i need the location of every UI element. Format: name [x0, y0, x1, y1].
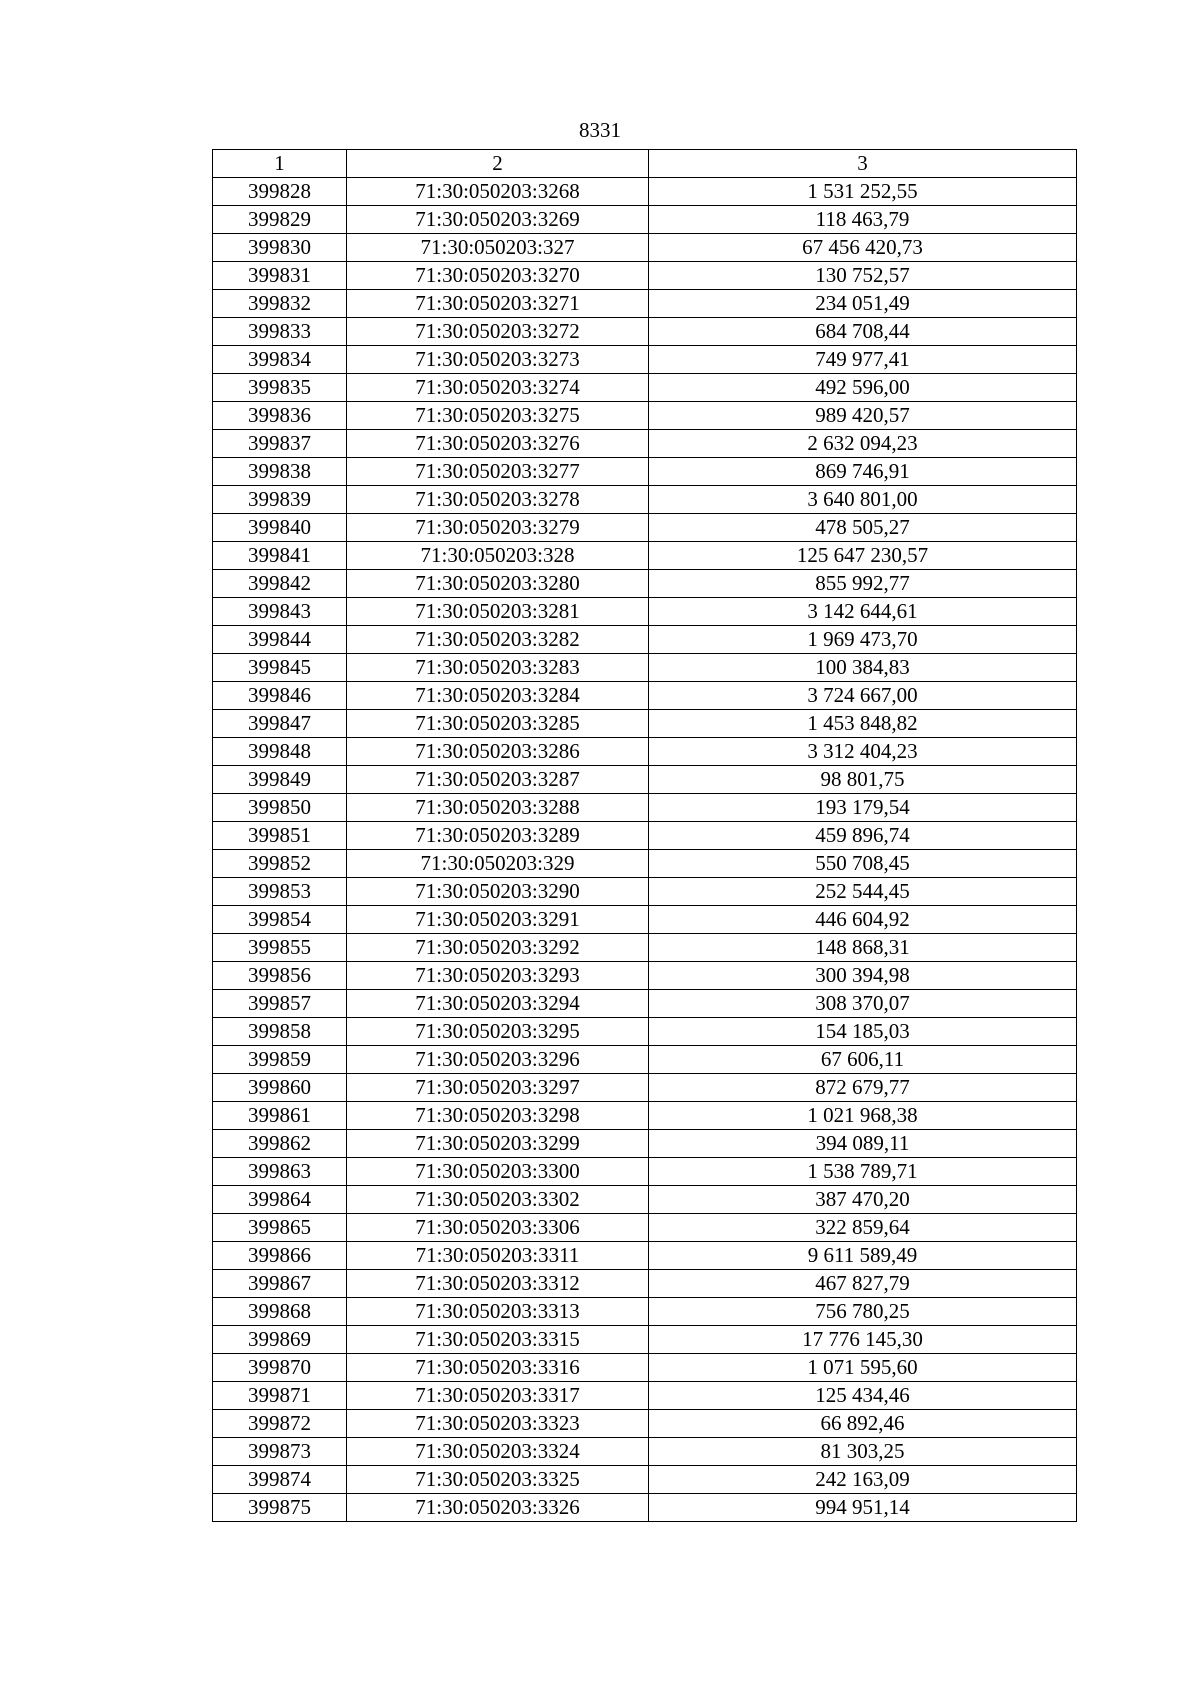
- cadastral-number-cell: 71:30:050203:3280: [347, 570, 649, 598]
- table-row: [213, 234, 1077, 262]
- cadastral-number-cell: 71:30:050203:3288: [347, 794, 649, 822]
- table-row: [213, 206, 1077, 234]
- cadastral-number-cell: 71:30:050203:3274: [347, 374, 649, 402]
- column-header-1: 1: [213, 150, 347, 178]
- cadastral-number-cell: 71:30:050203:3323: [347, 1410, 649, 1438]
- row-number-cell: 399847: [213, 710, 347, 738]
- row-number-cell: 399871: [213, 1382, 347, 1410]
- cadastral-value-cell: 478 505,27: [649, 514, 1077, 542]
- cadastral-number-cell: 71:30:050203:3282: [347, 626, 649, 654]
- cadastral-value-cell: 459 896,74: [649, 822, 1077, 850]
- cadastral-value-cell: 1 538 789,71: [649, 1158, 1077, 1186]
- row-number-cell: 399853: [213, 878, 347, 906]
- table-row: [213, 318, 1077, 346]
- cadastral-value-cell: 81 303,25: [649, 1438, 1077, 1466]
- table-row: [213, 486, 1077, 514]
- cadastral-value-cell: 17 776 145,30: [649, 1326, 1077, 1354]
- page-number: 8331: [579, 118, 621, 142]
- row-number-cell: 399849: [213, 766, 347, 794]
- table-row: [213, 598, 1077, 626]
- table-row: [213, 1326, 1077, 1354]
- cadastral-number-cell: 71:30:050203:3293: [347, 962, 649, 990]
- table-row: [213, 430, 1077, 458]
- table-row: [213, 822, 1077, 850]
- cadastral-number-cell: 71:30:050203:3291: [347, 906, 649, 934]
- table-row: [213, 738, 1077, 766]
- cadastral-value-cell: 242 163,09: [649, 1466, 1077, 1494]
- cadastral-value-cell: 130 752,57: [649, 262, 1077, 290]
- row-number-cell: 399835: [213, 374, 347, 402]
- table-row: [213, 290, 1077, 318]
- row-number-cell: 399846: [213, 682, 347, 710]
- cadastral-value-cell: 3 640 801,00: [649, 486, 1077, 514]
- row-number-cell: 399860: [213, 1074, 347, 1102]
- table-row: [213, 1382, 1077, 1410]
- cadastral-number-cell: 71:30:050203:3285: [347, 710, 649, 738]
- row-number-cell: 399832: [213, 290, 347, 318]
- cadastral-number-cell: 71:30:050203:3277: [347, 458, 649, 486]
- table-row: [213, 1102, 1077, 1130]
- table-row: [213, 934, 1077, 962]
- row-number-cell: 399865: [213, 1214, 347, 1242]
- cadastral-value-cell: 148 868,31: [649, 934, 1077, 962]
- row-number-cell: 399830: [213, 234, 347, 262]
- table-row: [213, 570, 1077, 598]
- cadastral-value-cell: 446 604,92: [649, 906, 1077, 934]
- table-row: [213, 906, 1077, 934]
- row-number-cell: 399833: [213, 318, 347, 346]
- cadastral-value-cell: 550 708,45: [649, 850, 1077, 878]
- row-number-cell: 399840: [213, 514, 347, 542]
- table-row: [213, 682, 1077, 710]
- row-number-cell: 399852: [213, 850, 347, 878]
- table-row: [213, 374, 1077, 402]
- cadastral-number-cell: 71:30:050203:3284: [347, 682, 649, 710]
- cadastral-number-cell: 71:30:050203:3269: [347, 206, 649, 234]
- table-row: [213, 990, 1077, 1018]
- row-number-cell: 399874: [213, 1466, 347, 1494]
- cadastral-value-cell: 125 434,46: [649, 1382, 1077, 1410]
- table-row: [213, 878, 1077, 906]
- row-number-cell: 399836: [213, 402, 347, 430]
- cadastral-value-cell: 67 456 420,73: [649, 234, 1077, 262]
- cadastral-value-cell: 1 531 252,55: [649, 178, 1077, 206]
- cadastral-number-cell: 71:30:050203:3300: [347, 1158, 649, 1186]
- row-number-cell: 399863: [213, 1158, 347, 1186]
- row-number-cell: 399831: [213, 262, 347, 290]
- row-number-cell: 399867: [213, 1270, 347, 1298]
- cadastral-value-cell: 467 827,79: [649, 1270, 1077, 1298]
- cadastral-value-cell: 387 470,20: [649, 1186, 1077, 1214]
- cadastral-value-cell: 749 977,41: [649, 346, 1077, 374]
- row-number-cell: 399864: [213, 1186, 347, 1214]
- table-row: [213, 1130, 1077, 1158]
- table-row: [213, 1494, 1077, 1522]
- table-row: [213, 654, 1077, 682]
- cadastral-number-cell: 71:30:050203:3275: [347, 402, 649, 430]
- table-row: [213, 178, 1077, 206]
- cadastral-value-cell: 9 611 589,49: [649, 1242, 1077, 1270]
- cadastral-value-cell: 3 724 667,00: [649, 682, 1077, 710]
- table-header-row: [213, 150, 1077, 178]
- row-number-cell: 399857: [213, 990, 347, 1018]
- row-number-cell: 399873: [213, 1438, 347, 1466]
- cadastral-value-cell: 684 708,44: [649, 318, 1077, 346]
- cadastral-number-cell: 71:30:050203:3286: [347, 738, 649, 766]
- table-body: [213, 178, 1077, 1522]
- cadastral-value-cell: 2 632 094,23: [649, 430, 1077, 458]
- cadastral-value-cell: 308 370,07: [649, 990, 1077, 1018]
- row-number-cell: 399842: [213, 570, 347, 598]
- cadastral-number-cell: 71:30:050203:3311: [347, 1242, 649, 1270]
- cadastral-number-cell: 71:30:050203:3298: [347, 1102, 649, 1130]
- table-row: [213, 346, 1077, 374]
- cadastral-number-cell: 71:30:050203:3287: [347, 766, 649, 794]
- row-number-cell: 399828: [213, 178, 347, 206]
- row-number-cell: 399839: [213, 486, 347, 514]
- row-number-cell: 399875: [213, 1494, 347, 1522]
- row-number-cell: 399866: [213, 1242, 347, 1270]
- row-number-cell: 399861: [213, 1102, 347, 1130]
- cadastral-value-table: [212, 149, 1077, 1522]
- cadastral-number-cell: 71:30:050203:3313: [347, 1298, 649, 1326]
- row-number-cell: 399848: [213, 738, 347, 766]
- cadastral-value-cell: 125 647 230,57: [649, 542, 1077, 570]
- table-row: [213, 794, 1077, 822]
- table-row: [213, 1410, 1077, 1438]
- cadastral-value-cell: 994 951,14: [649, 1494, 1077, 1522]
- table-row: [213, 1214, 1077, 1242]
- table-row: [213, 1158, 1077, 1186]
- cadastral-number-cell: 71:30:050203:3326: [347, 1494, 649, 1522]
- row-number-cell: 399851: [213, 822, 347, 850]
- cadastral-value-cell: 989 420,57: [649, 402, 1077, 430]
- cadastral-value-cell: 855 992,77: [649, 570, 1077, 598]
- cadastral-value-cell: 67 606,11: [649, 1046, 1077, 1074]
- cadastral-number-cell: 71:30:050203:3276: [347, 430, 649, 458]
- row-number-cell: 399856: [213, 962, 347, 990]
- cadastral-value-cell: 154 185,03: [649, 1018, 1077, 1046]
- row-number-cell: 399872: [213, 1410, 347, 1438]
- cadastral-number-cell: 71:30:050203:3292: [347, 934, 649, 962]
- table-row: [213, 1466, 1077, 1494]
- cadastral-value-cell: 1 021 968,38: [649, 1102, 1077, 1130]
- row-number-cell: 399843: [213, 598, 347, 626]
- cadastral-number-cell: 71:30:050203:327: [347, 234, 649, 262]
- cadastral-number-cell: 71:30:050203:3299: [347, 1130, 649, 1158]
- row-number-cell: 399869: [213, 1326, 347, 1354]
- cadastral-value-cell: 252 544,45: [649, 878, 1077, 906]
- cadastral-number-cell: 71:30:050203:3315: [347, 1326, 649, 1354]
- cadastral-value-cell: 118 463,79: [649, 206, 1077, 234]
- table-row: [213, 262, 1077, 290]
- cadastral-value-cell: 1 969 473,70: [649, 626, 1077, 654]
- cadastral-number-cell: 71:30:050203:3302: [347, 1186, 649, 1214]
- table-row: [213, 766, 1077, 794]
- cadastral-value-cell: 869 746,91: [649, 458, 1077, 486]
- cadastral-value-cell: 3 312 404,23: [649, 738, 1077, 766]
- cadastral-number-cell: 71:30:050203:329: [347, 850, 649, 878]
- table-row: [213, 542, 1077, 570]
- cadastral-number-cell: 71:30:050203:3272: [347, 318, 649, 346]
- table-row: [213, 402, 1077, 430]
- row-number-cell: 399845: [213, 654, 347, 682]
- cadastral-number-cell: 71:30:050203:3273: [347, 346, 649, 374]
- row-number-cell: 399855: [213, 934, 347, 962]
- table-row: [213, 458, 1077, 486]
- cadastral-number-cell: 71:30:050203:3296: [347, 1046, 649, 1074]
- cadastral-value-cell: 3 142 644,61: [649, 598, 1077, 626]
- cadastral-number-cell: 71:30:050203:3316: [347, 1354, 649, 1382]
- table-row: [213, 1018, 1077, 1046]
- table-row: [213, 1354, 1077, 1382]
- table-row: [213, 850, 1077, 878]
- row-number-cell: 399829: [213, 206, 347, 234]
- cadastral-value-cell: 66 892,46: [649, 1410, 1077, 1438]
- cadastral-number-cell: 71:30:050203:3268: [347, 178, 649, 206]
- cadastral-number-cell: 71:30:050203:3290: [347, 878, 649, 906]
- cadastral-value-cell: 98 801,75: [649, 766, 1077, 794]
- row-number-cell: 399837: [213, 430, 347, 458]
- cadastral-value-cell: 1 071 595,60: [649, 1354, 1077, 1382]
- cadastral-value-cell: 322 859,64: [649, 1214, 1077, 1242]
- row-number-cell: 399868: [213, 1298, 347, 1326]
- cadastral-value-cell: 756 780,25: [649, 1298, 1077, 1326]
- table-row: [213, 1298, 1077, 1326]
- cadastral-number-cell: 71:30:050203:328: [347, 542, 649, 570]
- row-number-cell: 399838: [213, 458, 347, 486]
- table-row: [213, 514, 1077, 542]
- table-row: [213, 626, 1077, 654]
- cadastral-number-cell: 71:30:050203:3312: [347, 1270, 649, 1298]
- row-number-cell: 399858: [213, 1018, 347, 1046]
- cadastral-number-cell: 71:30:050203:3279: [347, 514, 649, 542]
- cadastral-number-cell: 71:30:050203:3306: [347, 1214, 649, 1242]
- cadastral-number-cell: 71:30:050203:3281: [347, 598, 649, 626]
- column-header-3: 3: [649, 150, 1077, 178]
- cadastral-number-cell: 71:30:050203:3317: [347, 1382, 649, 1410]
- cadastral-number-cell: 71:30:050203:3278: [347, 486, 649, 514]
- cadastral-value-cell: 394 089,11: [649, 1130, 1077, 1158]
- table-row: [213, 1270, 1077, 1298]
- cadastral-number-cell: 71:30:050203:3289: [347, 822, 649, 850]
- cadastral-value-cell: 193 179,54: [649, 794, 1077, 822]
- cadastral-number-cell: 71:30:050203:3270: [347, 262, 649, 290]
- row-number-cell: 399850: [213, 794, 347, 822]
- cadastral-number-cell: 71:30:050203:3271: [347, 290, 649, 318]
- row-number-cell: 399870: [213, 1354, 347, 1382]
- row-number-cell: 399854: [213, 906, 347, 934]
- column-header-2: 2: [347, 150, 649, 178]
- table-row: [213, 1438, 1077, 1466]
- cadastral-value-cell: 492 596,00: [649, 374, 1077, 402]
- table-row: [213, 1242, 1077, 1270]
- table-row: [213, 1074, 1077, 1102]
- cadastral-value-cell: 1 453 848,82: [649, 710, 1077, 738]
- row-number-cell: 399841: [213, 542, 347, 570]
- table-row: [213, 710, 1077, 738]
- row-number-cell: 399862: [213, 1130, 347, 1158]
- cadastral-value-cell: 234 051,49: [649, 290, 1077, 318]
- cadastral-number-cell: 71:30:050203:3295: [347, 1018, 649, 1046]
- row-number-cell: 399859: [213, 1046, 347, 1074]
- table-row: [213, 1046, 1077, 1074]
- cadastral-number-cell: 71:30:050203:3324: [347, 1438, 649, 1466]
- cadastral-value-cell: 300 394,98: [649, 962, 1077, 990]
- cadastral-number-cell: 71:30:050203:3294: [347, 990, 649, 1018]
- cadastral-value-cell: 100 384,83: [649, 654, 1077, 682]
- row-number-cell: 399844: [213, 626, 347, 654]
- cadastral-value-cell: 872 679,77: [649, 1074, 1077, 1102]
- cadastral-number-cell: 71:30:050203:3325: [347, 1466, 649, 1494]
- row-number-cell: 399834: [213, 346, 347, 374]
- table-row: [213, 1186, 1077, 1214]
- table-row: [213, 962, 1077, 990]
- cadastral-number-cell: 71:30:050203:3297: [347, 1074, 649, 1102]
- cadastral-number-cell: 71:30:050203:3283: [347, 654, 649, 682]
